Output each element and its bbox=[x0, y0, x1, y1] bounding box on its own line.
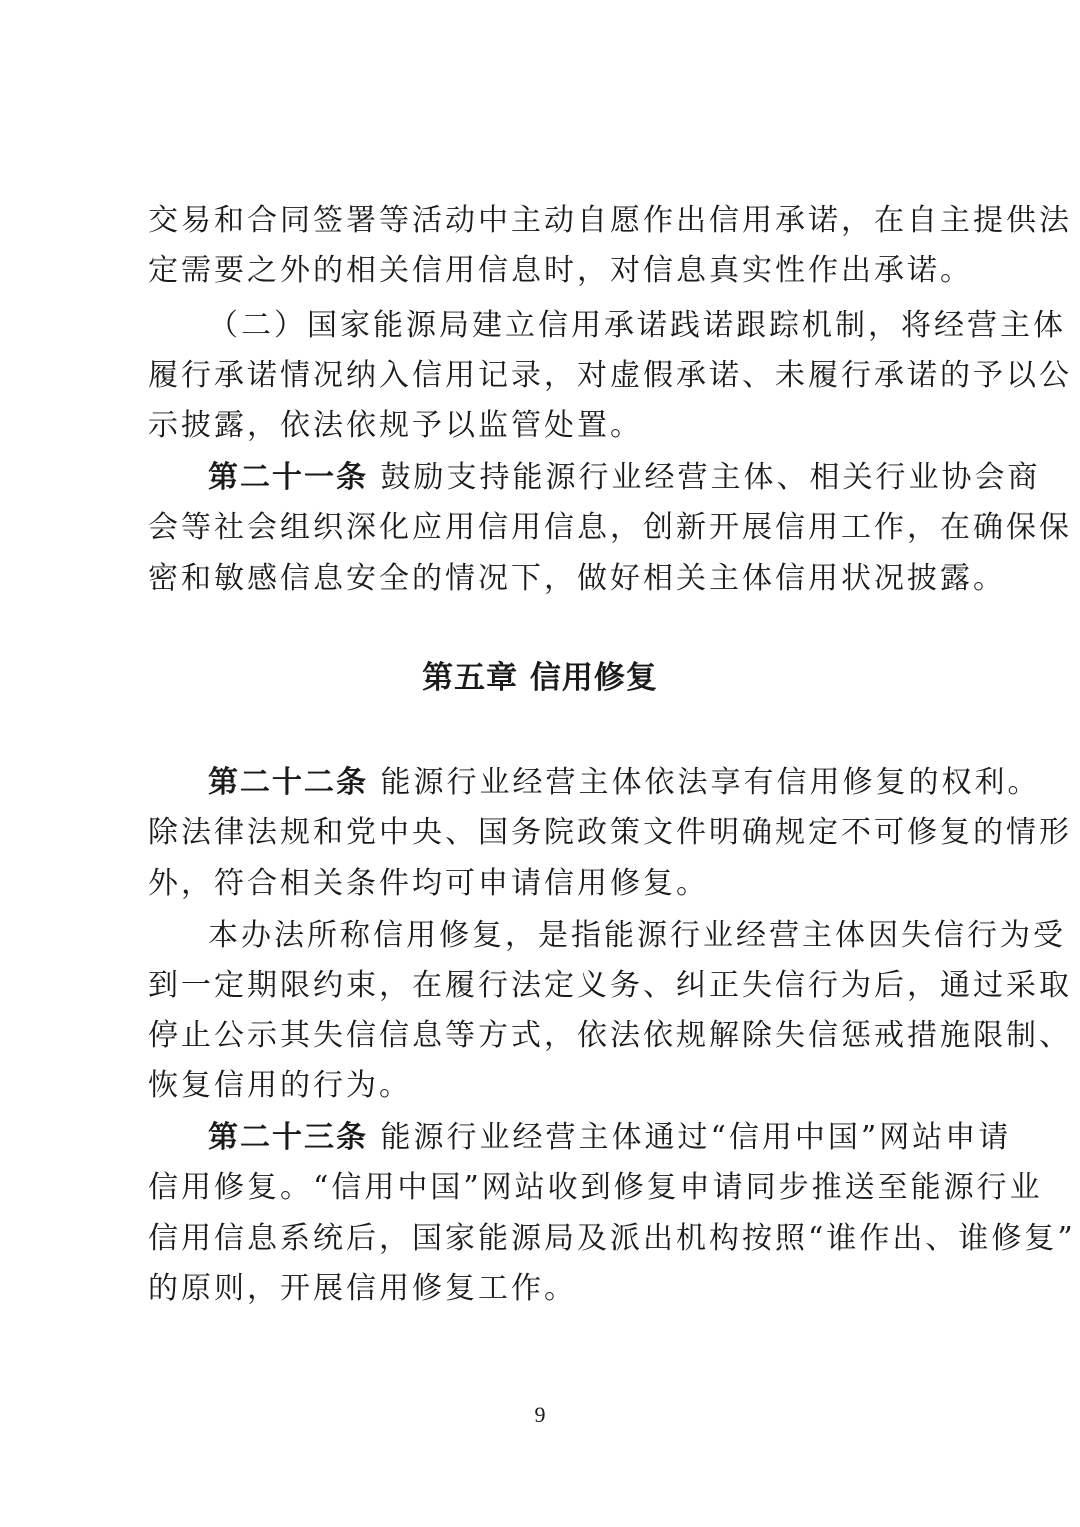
paragraph-text: 能源行业经营主体依法享有信用修复的权利。 bbox=[380, 765, 1041, 800]
paragraph-line: 交易和合同签署等活动中主动自愿作出信用承诺，在自主提供法 bbox=[148, 203, 1072, 238]
paragraph-line: 密和敏感信息安全的情况下，做好相关主体信用状况披露。 bbox=[148, 561, 1006, 596]
article-22-first-line bbox=[208, 763, 1041, 803]
article-23-number: 第二十三条 bbox=[208, 1120, 368, 1155]
article-22-number: 第二十二条 bbox=[208, 765, 368, 800]
article-23-first-line bbox=[208, 1118, 1012, 1158]
paragraph-text: 能源行业经营主体通过“信用中国”网站申请 bbox=[380, 1120, 1012, 1155]
paragraph-line: 停止公示其失信信息等方式，依法依规解除失信惩戒措施限制、 bbox=[148, 1018, 1072, 1053]
paragraph-line: 示披露，依法依规予以监管处置。 bbox=[148, 408, 643, 443]
article-21-number: 第二十一条 bbox=[208, 460, 368, 495]
paragraph-line: 会等社会组织深化应用信用信息，创新开展信用工作，在确保保 bbox=[148, 510, 1072, 545]
paragraph-line: 信用修复。“信用中国”网站收到修复申请同步推送至能源行业 bbox=[148, 1170, 1043, 1205]
page-number: 9 bbox=[534, 1402, 546, 1427]
paragraph-line: 到一定期限约束，在履行法定义务、纠正失信行为后，通过采取 bbox=[148, 968, 1072, 1003]
paragraph-line: 本办法所称信用修复，是指能源行业经营主体因失信行为受 bbox=[208, 918, 1066, 953]
paragraph-line: （二）国家能源局建立信用承诺践诺跟踪机制，将经营主体 bbox=[208, 308, 1066, 343]
paragraph-line: 定需要之外的相关信用信息时，对信息真实性作出承诺。 bbox=[148, 253, 973, 288]
paragraph-line: 的原则，开展信用修复工作。 bbox=[148, 1271, 577, 1306]
paragraph-line: 除法律法规和党中央、国务院政策文件明确规定不可修复的情形 bbox=[148, 815, 1072, 850]
paragraph-line: 信用信息系统后，国家能源局及派出机构按照“谁作出、谁修复” bbox=[148, 1221, 1076, 1256]
paragraph-line: 恢复信用的行为。 bbox=[148, 1068, 412, 1103]
article-21-first-line bbox=[208, 458, 1041, 498]
paragraph-line: 外，符合相关条件均可申请信用修复。 bbox=[148, 866, 709, 901]
chapter-title: 第五章 信用修复 bbox=[422, 660, 658, 696]
paragraph-line: 履行承诺情况纳入信用记录，对虚假承诺、未履行承诺的予以公 bbox=[148, 358, 1072, 393]
paragraph-text: 鼓励支持能源行业经营主体、相关行业协会商 bbox=[380, 460, 1041, 495]
